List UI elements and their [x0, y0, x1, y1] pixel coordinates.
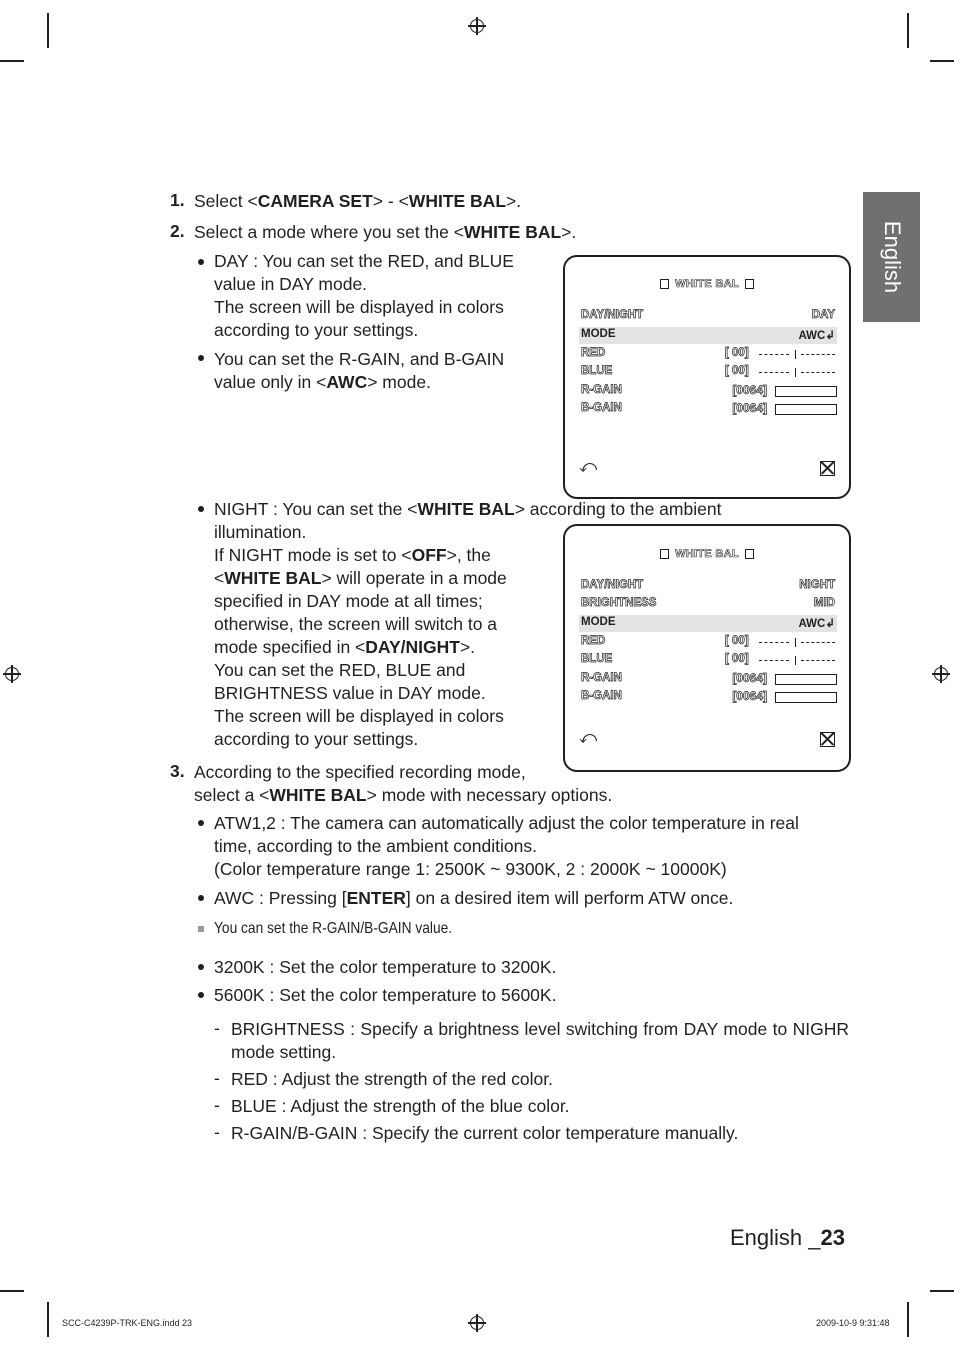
- dash-item-gain: R-GAIN/B-GAIN : Specify the current color temperature manually.: [231, 1123, 739, 1143]
- dash-marker: -: [214, 1122, 220, 1142]
- registration-mark-icon: [934, 667, 948, 681]
- bullet: [198, 820, 204, 826]
- night-bullet-text: NIGHT : You can set the <WHITE BAL> according to the ambient illumination. If NIGHT mode is set to <OFF>, the <WHITE BAL> will operate in a mode specified in DAY mode at all times; otherwise, the screen will switch to a mode specified in <DAY/NIGHT>. You can set the RED, BLUE and BRIGHTNESS value in DAY mode. The screen will be displayed in colors according to your settings.: [214, 499, 722, 749]
- atw-bullet-text: ATW1,2 : The camera can automatically adjust the color temperature in real time, according to the ambient conditions. (Color temperature range 1: 2500K ~ 9300K, 2 : 2000K ~ 10000K): [214, 813, 799, 879]
- osd-title: WHITE BAL: [565, 278, 849, 290]
- language-tab-label: English: [879, 220, 905, 294]
- osd-title-box-icon: [660, 549, 669, 559]
- footer-filename: SCC-C4239P-TRK-ENG.indd 23: [62, 1318, 193, 1328]
- crop-mark: [930, 1290, 954, 1292]
- crop-mark: [47, 13, 49, 48]
- note-text: You can set the R-GAIN/B-GAIN value.: [214, 920, 453, 937]
- awc-bullet-text: AWC : Pressing [ENTER] on a desired item will perform ATW once.: [214, 888, 734, 908]
- enter-icon: ↲: [825, 618, 835, 630]
- dash-item-brightness: BRIGHTNESS : Specify a brightness level switching from DAY mode to NIGHR mode setting.: [231, 1019, 849, 1062]
- osd-row-daynight: DAY/NIGHT DAY: [581, 309, 835, 321]
- crop-mark: [47, 1302, 49, 1337]
- osd-row-red: [ 00] RED: [579, 346, 837, 363]
- osd-title-box-icon: [660, 279, 669, 289]
- k5600-bullet-text: 5600K : Set the color temperature to 5600K.: [214, 985, 557, 1005]
- bullet: [198, 964, 204, 970]
- dash-item-red: RED : Adjust the strength of the red color.: [231, 1069, 553, 1089]
- gain-bar: [775, 386, 837, 397]
- osd-row-bgain: B-GAIN [0064]: [579, 689, 837, 706]
- osd-row-red: [ 00] RED: [579, 634, 837, 651]
- step-3-text: According to the specified recording mode, select a <WHITE BAL> mode with necessary options.: [194, 762, 613, 805]
- osd-row-blue: [ 00] BLUE: [579, 364, 837, 381]
- k3200-bullet-text: 3200K : Set the color temperature to 3200K.: [214, 957, 557, 977]
- crop-mark: [930, 60, 954, 62]
- bullet: [198, 355, 204, 361]
- note-marker-icon: [198, 926, 204, 932]
- gain-bar: [775, 674, 837, 685]
- bullet: [198, 259, 204, 265]
- day-bullet-text: DAY : You can set the RED, and BLUE value in DAY mode. The screen will be displayed in colors according to your settings.: [214, 251, 514, 340]
- osd-row-brightness: BRIGHTNESS MID: [581, 597, 835, 609]
- crop-mark: [0, 1290, 24, 1292]
- return-icon: ⤺: [579, 457, 598, 476]
- osd-row-mode: MODE AWC↲: [581, 616, 835, 630]
- osd-title-box-icon: [745, 279, 754, 289]
- page-number-label: English _23: [730, 1225, 845, 1250]
- registration-mark-icon: [470, 1316, 484, 1330]
- step-number: 1.: [170, 190, 185, 210]
- osd-mode-value: AWC↲: [798, 618, 835, 630]
- osd-row-blue: [ 00] BLUE: [579, 652, 837, 669]
- return-icon: ⤺: [579, 728, 598, 747]
- step-2-text: Select a mode where you set the <WHITE BAL>.: [194, 222, 577, 242]
- exit-icon: [820, 732, 835, 747]
- osd-row-daynight: DAY/NIGHT NIGHT: [581, 579, 835, 591]
- dash-marker: -: [214, 1068, 220, 1088]
- gain-bar: [775, 404, 837, 415]
- step-number: 3.: [170, 761, 185, 781]
- dash-marker: -: [214, 1018, 220, 1038]
- bullet: [198, 895, 204, 901]
- crop-mark: [907, 1302, 909, 1337]
- osd-row-rgain: R-GAIN [0064]: [579, 671, 837, 688]
- osd-screen-day: [563, 255, 851, 499]
- crop-mark: [907, 13, 909, 48]
- registration-mark-icon: [5, 667, 19, 681]
- step-1-text: Select <CAMERA SET> - <WHITE BAL>.: [194, 191, 522, 211]
- step-number: 2.: [170, 221, 185, 241]
- exit-icon: [820, 461, 835, 476]
- osd-mode-value: AWC↲: [798, 330, 835, 342]
- osd-row-rgain: R-GAIN [0064]: [579, 383, 837, 400]
- osd-row-bgain: B-GAIN [0064]: [579, 401, 837, 418]
- osd-screen-night: [563, 524, 851, 772]
- osd-title-box-icon: [745, 549, 754, 559]
- bullet: [198, 506, 204, 512]
- gain-bar: [775, 692, 837, 703]
- gain-bullet-text: You can set the R-GAIN, and B-GAIN value only in <AWC> mode.: [214, 349, 505, 392]
- footer-timestamp: 2009-10-9 9:31:48: [816, 1318, 890, 1328]
- language-tab: [863, 192, 920, 322]
- dash-item-blue: BLUE : Adjust the strength of the blue color.: [231, 1096, 570, 1116]
- bullet: [198, 992, 204, 998]
- osd-row-mode: MODE AWC↲: [581, 328, 835, 342]
- osd-title: WHITE BAL: [565, 548, 849, 560]
- registration-mark-icon: [470, 19, 484, 33]
- dash-marker: -: [214, 1095, 220, 1115]
- crop-mark: [0, 60, 24, 62]
- enter-icon: ↲: [825, 330, 835, 342]
